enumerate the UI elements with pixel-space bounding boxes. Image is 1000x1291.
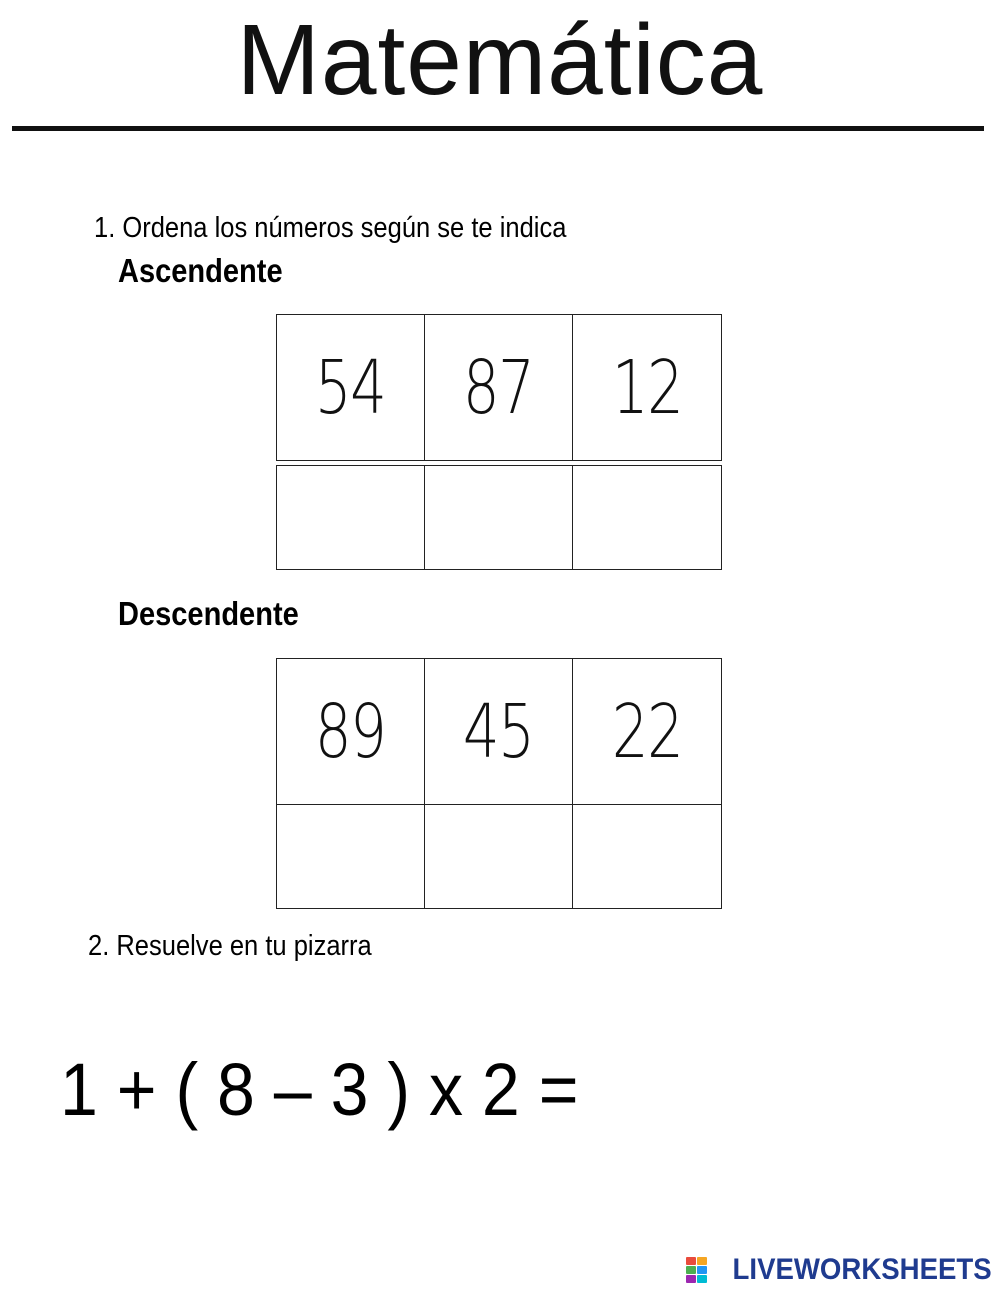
ascending-label: Ascendente xyxy=(118,252,283,289)
ascending-number: 12 xyxy=(611,344,683,431)
descending-number-cell xyxy=(573,659,722,805)
descending-answer-grid xyxy=(276,804,722,909)
math-equation: 1 + ( 8 – 3 ) x 2 = xyxy=(60,1048,579,1131)
descending-answer-box-1[interactable] xyxy=(277,805,425,909)
descending-number: 22 xyxy=(611,688,683,775)
question-1-prompt: 1. Ordena los números según se te indica xyxy=(94,212,567,244)
ascending-number-cell xyxy=(425,315,573,461)
ascending-number-cell xyxy=(573,315,722,461)
ascending-answer-grid xyxy=(276,465,722,570)
ascending-answer-box-2[interactable] xyxy=(425,466,573,570)
liveworksheets-logo-icon xyxy=(686,1257,707,1283)
ascending-answer-box-1[interactable] xyxy=(277,466,425,570)
descending-number: 45 xyxy=(463,688,534,775)
liveworksheets-brand xyxy=(686,1254,992,1286)
ascending-number: 54 xyxy=(315,344,386,431)
descending-numbers-grid xyxy=(276,658,722,805)
descending-label: Descendente xyxy=(118,595,299,632)
title-divider xyxy=(12,126,984,131)
ascending-number: 87 xyxy=(463,344,534,431)
question-2-prompt: 2. Resuelve en tu pizarra xyxy=(88,930,372,962)
descending-answer-box-3[interactable] xyxy=(573,805,722,909)
page-title: Matemática xyxy=(236,4,764,116)
ascending-answer-box-3[interactable] xyxy=(573,466,722,570)
descending-number: 89 xyxy=(315,688,386,775)
descending-number-cell xyxy=(425,659,573,805)
descending-number-cell xyxy=(277,659,425,805)
descending-answer-box-2[interactable] xyxy=(425,805,573,909)
brand-name: LIVEWORKSHEETS xyxy=(732,1253,992,1286)
ascending-numbers-grid xyxy=(276,314,722,461)
ascending-number-cell xyxy=(277,315,425,461)
